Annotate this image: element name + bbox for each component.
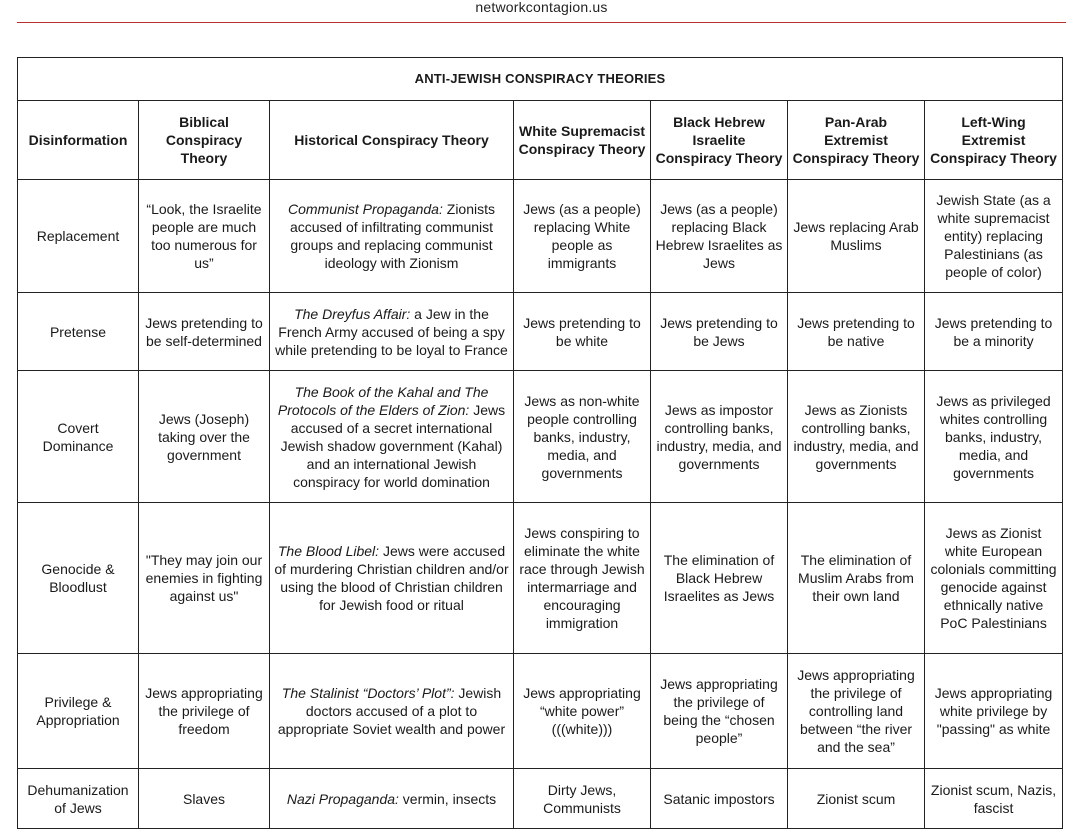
table-title: ANTI-JEWISH CONSPIRACY THEORIES (18, 58, 1063, 101)
table-cell: Jews (as a people) replacing White people as immigrants (514, 180, 651, 293)
table-cell: The elimination of Muslim Arabs from their own land (788, 503, 925, 654)
table-row (18, 654, 1063, 769)
table-cell: Zionist scum, Nazis, fascist (925, 769, 1063, 829)
cell-text: vermin, insects (398, 790, 497, 807)
table-cell: Jews appropriating the privilege of controlling land between “the river and the sea” (788, 654, 925, 769)
table-cell: Jewish State (as a white supremacist entity) replacing Palestinians (as people of color) (925, 180, 1063, 293)
row-label: Replacement (18, 180, 139, 293)
table-cell: Jews conspiring to eliminate the white race through Jewish intermarriage and encouraging immigration (514, 503, 651, 654)
conspiracy-table (17, 57, 1063, 829)
table-row (18, 503, 1063, 654)
table-cell: Jews as impostor controlling banks, industry, media, and governments (651, 371, 788, 503)
table-cell: Jews as Zionist white European colonials committing genocide against ethnically native PoC Palestinians (925, 503, 1063, 654)
cell-prefix: The Stalinist “Doctors’ Plot”: (281, 685, 455, 701)
cell-prefix: Communist Propaganda: (288, 201, 443, 217)
column-header: Historical Conspiracy Theory (270, 101, 514, 180)
table-cell (270, 654, 514, 769)
cell-text: a Jew in the French Army accused of being a spy while pretending to be loyal to France (275, 305, 508, 358)
cell-text: Jewish doctors accused of a plot to appropriate Soviet wealth and power (277, 685, 506, 737)
table-row (18, 769, 1063, 829)
table-cell: The elimination of Black Hebrew Israelites as Jews (651, 503, 788, 654)
column-header: Pan-Arab Extremist Conspiracy Theory (788, 101, 925, 180)
table-cell: Jews pretending to be white (514, 293, 651, 371)
table-cell (270, 180, 514, 293)
table-cell: Jews as Zionists controlling banks, industry, media, and governments (788, 371, 925, 503)
table-cell: Jews appropriating “white power” (((white))) (514, 654, 651, 769)
row-label: Dehumanization of Jews (18, 769, 139, 829)
table-cell: Jews (Joseph) taking over the government (139, 371, 270, 503)
table-cell (270, 769, 514, 829)
table-row (18, 293, 1063, 371)
table-cell: Slaves (139, 769, 270, 829)
table-cell: “Look, the Israelite people are much too numerous for us” (139, 180, 270, 293)
column-header: Disinformation (18, 101, 139, 180)
table-cell: Zionist scum (788, 769, 925, 829)
cell-prefix: The Dreyfus Affair: (294, 305, 411, 322)
table-cell: Jews appropriating the privilege of freedom (139, 654, 270, 769)
table-cell: Jews pretending to be native (788, 293, 925, 371)
table-row (18, 180, 1063, 293)
column-header: White Supremacist Conspiracy Theory (514, 101, 651, 180)
table-cell (270, 371, 514, 503)
cell-text: Jews were accused of murdering Christian children and/or using the blood of Christian children for Jewish food or ritual (274, 543, 509, 613)
table-cell: Jews pretending to be a minority (925, 293, 1063, 371)
site-name[interactable]: networkcontagion.us (475, 0, 608, 15)
site-header (17, 0, 1066, 23)
cell-prefix: Nazi Propaganda: (286, 790, 399, 807)
table-cell: Jews pretending to be self-determined (139, 293, 270, 371)
cell-prefix: The Blood Libel: (277, 543, 380, 559)
table-cell: Jews as non-white people controlling banks, industry, media, and governments (514, 371, 651, 503)
table-cell: Jews appropriating the privilege of being the “chosen people” (651, 654, 788, 769)
table-cell: Dirty Jews, Communists (514, 769, 651, 829)
row-label: Covert Dominance (18, 371, 139, 503)
column-header: Black Hebrew Israelite Conspiracy Theory (651, 101, 788, 180)
cell-text: Zionists accused of infiltrating communist groups and replacing communist ideology with Zionism (289, 201, 495, 271)
row-label: Pretense (18, 293, 139, 371)
table-cell: Jews pretending to be Jews (651, 293, 788, 371)
table-cell: Jews appropriating white privilege by "passing" as white (925, 654, 1063, 769)
table-cell: Jews (as a people) replacing Black Hebrew Israelites as Jews (651, 180, 788, 293)
cell-text: Jews accused of a secret international Jewish shadow government (Kahal) and an international Jewish conspiracy for world domination (280, 401, 506, 490)
table-title-row (18, 58, 1063, 101)
table-cell (270, 293, 514, 371)
table-row (18, 371, 1063, 503)
table-cell: "They may join our enemies in fighting against us" (139, 503, 270, 654)
column-header: Left-Wing Extremist Conspiracy Theory (925, 101, 1063, 180)
table-cell: Jews replacing Arab Muslims (788, 180, 925, 293)
table-cell (270, 503, 514, 654)
conspiracy-table-container (17, 57, 1062, 829)
row-label: Genocide & Bloodlust (18, 503, 139, 654)
table-cell: Jews as privileged whites controlling banks, industry, media, and governments (925, 371, 1063, 503)
table-header-row (18, 101, 1063, 180)
table-cell: Satanic impostors (651, 769, 788, 829)
cell-prefix: The Book of the Kahal and The Protocols of the Elders of Zion: (277, 383, 489, 418)
row-label: Privilege & Appropriation (18, 654, 139, 769)
column-header: Biblical Conspiracy Theory (139, 101, 270, 180)
